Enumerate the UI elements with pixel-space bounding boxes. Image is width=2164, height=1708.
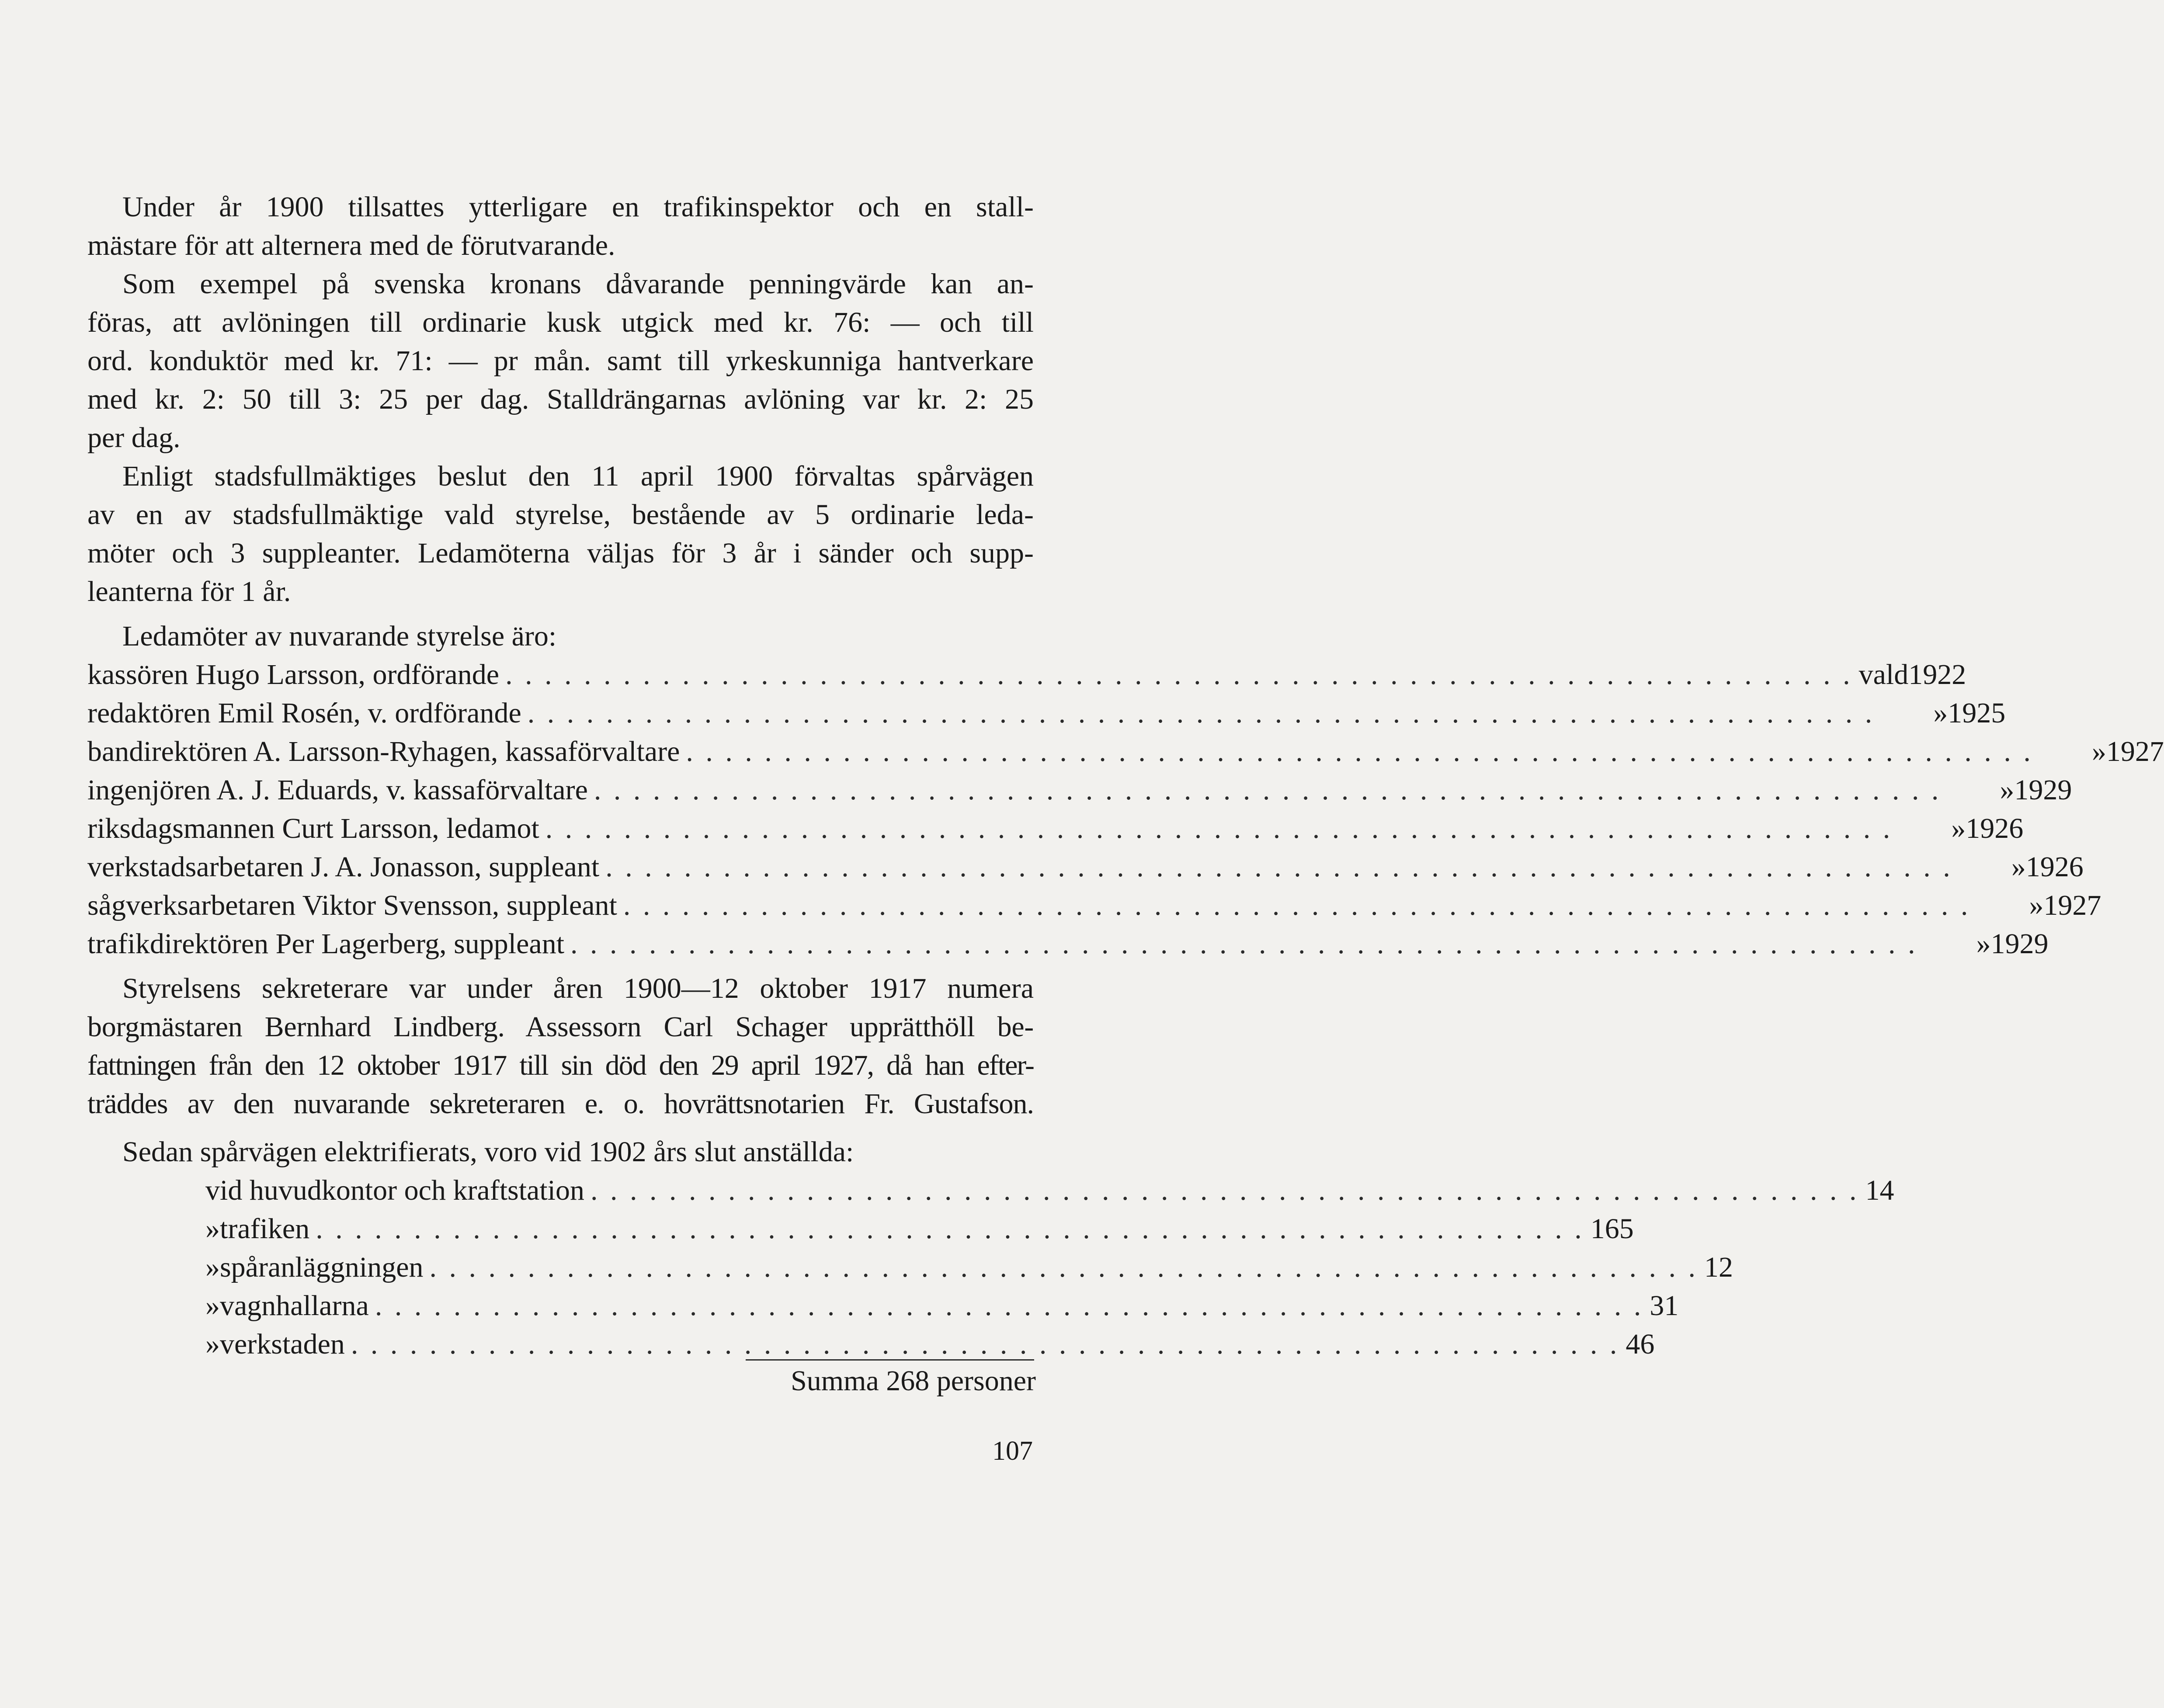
dot-leader: . . . . . . . . . . . . . . . . . . . . . . . . . . . . . . . . . . . . . . . . . . . . . . . . . . . . . . . . . . . . . . . . . (316, 1213, 1584, 1245)
dot-leader: . . . . . . . . . . . . . . . . . . . . . . . . . . . . . . . . . . . . . . . . . . . . . . . . . . . . . . . . . . . . . . . . . (375, 1290, 1644, 1322)
paragraph-line: möter och 3 suppleanter. Ledamöterna väljas för 3 år i sänder och supp- (87, 537, 1034, 569)
member-name: bandirektören A. Larsson-Ryhagen, kassaförvaltare (87, 736, 680, 767)
member-year: 1925 (1948, 697, 2006, 729)
staff-count: 31 (1650, 1290, 1679, 1322)
staff-count: 165 (1590, 1213, 1634, 1245)
member-name: ingenjören A. J. Eduards, v. kassaförvaltare (87, 774, 588, 806)
page-number: 107 (992, 1436, 1033, 1466)
paragraph-line: Styrelsens sekreterare var under åren 1900—12 oktober 1917 numera (122, 972, 1034, 1004)
member-name: redaktören Emil Rosén, v. ordförande (87, 697, 521, 729)
dot-leader: . . . . . . . . . . . . . . . . . . . . . . . . . . . . . . . . . . . . . . . . . . . . . . . . . . . . . . . . . . . . . . . . . . . . . (623, 889, 1971, 921)
paragraph-line: med kr. 2: 50 till 3: 25 per dag. Stalldrängarnas avlöning var kr. 2: 25 (87, 383, 1034, 415)
paragraph-line: Under år 1900 tillsattes ytterligare en trafikinspektor och en stall- (122, 191, 1034, 223)
total-count: 268 (886, 1365, 930, 1397)
member-year: 1929 (2014, 774, 2072, 806)
member-prefix: » (1976, 928, 1991, 960)
paragraph-line: fattningen från den 12 oktober 1917 till sin död den 29 april 1927, då han efter- (87, 1049, 1034, 1081)
member-prefix: » (2091, 736, 2106, 767)
board-member-row (87, 771, 2072, 809)
paragraph-4 (87, 969, 1034, 1123)
member-prefix: » (2000, 774, 2015, 806)
member-prefix: » (2029, 889, 2044, 921)
paragraph-line: av en av stadsfullmäktige vald styrelse, bestående av 5 ordinarie leda- (87, 499, 1034, 531)
member-year: 1927 (2043, 889, 2101, 921)
board-heading: Ledamöter av nuvarande styrelse äro: (122, 620, 557, 652)
total-unit: personer (936, 1365, 1036, 1397)
staff-row (205, 1171, 1894, 1210)
dot-leader: . . . . . . . . . . . . . . . . . . . . . . . . . . . . . . . . . . . . . . . . . . . . . . . . . . . . . . . . . . . . . . . . . . . . . (545, 812, 1893, 844)
board-member-row (87, 925, 2049, 963)
member-name: riksdagsmannen Curt Larsson, ledamot (87, 812, 539, 844)
paragraph-line: mästare för att alternera med de förutvarande. (87, 229, 615, 261)
member-prefix: » (1933, 697, 1948, 729)
member-year: 1926 (1966, 812, 2024, 844)
paragraph-1 (87, 188, 1034, 265)
dot-leader: . . . . . . . . . . . . . . . . . . . . . . . . . . . . . . . . . . . . . . . . . . . . . . . . . . . . . . . . . . . . . . . . . . . . . (527, 697, 1875, 729)
paragraph-line: per dag. (87, 422, 181, 454)
member-prefix: » (2011, 851, 2026, 883)
member-name: verkstadsarbetaren J. A. Jonasson, suppleant (87, 851, 600, 883)
board-member-row (87, 886, 2101, 925)
board-member-row (87, 732, 2164, 771)
staff-table (205, 1171, 1894, 1364)
board-list (87, 617, 2164, 963)
dot-leader: . . . . . . . . . . . . . . . . . . . . . . . . . . . . . . . . . . . . . . . . . . . . . . . . . . . . . . . . . . . . . . . . . (429, 1251, 1699, 1283)
board-member-row (87, 848, 2084, 886)
member-name: sågverksarbetaren Viktor Svensson, suppleant (87, 889, 617, 921)
member-year: 1926 (2025, 851, 2084, 883)
board-member-row (87, 656, 1966, 694)
staff-row (205, 1248, 1733, 1287)
total-label: Summa (791, 1365, 879, 1397)
paragraph-line: borgmästaren Bernhard Lindberg. Assessorn Carl Schager upprätthöll be- (87, 1011, 1034, 1043)
paragraph-line: föras, att avlöningen till ordinarie kusk utgick med kr. 76: — och till (87, 306, 1034, 338)
paragraph-3 (87, 457, 1034, 611)
staff-label: verkstaden (220, 1328, 345, 1360)
paragraph-line: träddes av den nuvarande sekreteraren e. o. hovrättsnotarien Fr. Gustafson. (87, 1088, 1034, 1120)
staff-label: spåranläggningen (220, 1251, 424, 1283)
staff-prefix: » (205, 1328, 220, 1360)
dot-leader: . . . . . . . . . . . . . . . . . . . . . . . . . . . . . . . . . . . . . . . . . . . . . . . . . . . . . . . . . . . . . . . . . (590, 1174, 1859, 1206)
dot-leader: . . . . . . . . . . . . . . . . . . . . . . . . . . . . . . . . . . . . . . . . . . . . . . . . . . . . . . . . . . . . . . . . . (351, 1328, 1620, 1360)
staff-row (205, 1325, 1655, 1364)
staff-prefix: » (205, 1290, 220, 1322)
staff-prefix: » (205, 1213, 220, 1245)
dot-leader: . . . . . . . . . . . . . . . . . . . . . . . . . . . . . . . . . . . . . . . . . . . . . . . . . . . . . . . . . . . . . . . . . . . . . (505, 659, 1853, 691)
staff-prefix: » (205, 1251, 220, 1283)
board-member-row (87, 809, 2024, 848)
paragraph-line: leanterna för 1 år. (87, 576, 291, 608)
member-year: 1922 (1908, 659, 1966, 691)
paragraph-line: Som exempel på svenska kronans dåvarande penningvärde kan an- (122, 268, 1034, 300)
dot-leader: . . . . . . . . . . . . . . . . . . . . . . . . . . . . . . . . . . . . . . . . . . . . . . . . . . . . . . . . . . . . . . . . . . . . . (594, 774, 1942, 806)
member-prefix: vald (1858, 659, 1909, 691)
staff-count: 14 (1865, 1174, 1894, 1206)
member-prefix: » (1951, 812, 1966, 844)
staff-row (205, 1287, 1679, 1325)
staff-label: vid huvudkontor och kraftstation (205, 1174, 585, 1206)
staff-list (87, 1133, 1034, 1171)
sum-rule (746, 1359, 1034, 1361)
member-name: trafikdirektören Per Lagerberg, suppleant (87, 928, 565, 960)
staff-row (205, 1210, 1634, 1248)
dot-leader: . . . . . . . . . . . . . . . . . . . . . . . . . . . . . . . . . . . . . . . . . . . . . . . . . . . . . . . . . . . . . . . . . . . . . (686, 736, 2033, 767)
paragraph-2 (87, 265, 1034, 457)
staff-label: vagnhallarna (220, 1290, 369, 1322)
member-year: 1927 (2106, 736, 2164, 767)
dot-leader: . . . . . . . . . . . . . . . . . . . . . . . . . . . . . . . . . . . . . . . . . . . . . . . . . . . . . . . . . . . . . . . . . . . . . (605, 851, 1953, 883)
member-name: kassören Hugo Larsson, ordförande (87, 659, 500, 691)
staff-heading: Sedan spårvägen elektrifierats, voro vid 1902 års slut anställda: (122, 1136, 854, 1168)
board-member-row (87, 694, 2006, 732)
staff-label: trafiken (220, 1213, 310, 1245)
dot-leader: . . . . . . . . . . . . . . . . . . . . . . . . . . . . . . . . . . . . . . . . . . . . . . . . . . . . . . . . . . . . . . . . . . . . . (570, 928, 1918, 960)
staff-total (756, 1362, 1036, 1400)
staff-count: 12 (1704, 1251, 1733, 1283)
paragraph-line: ord. konduktör med kr. 71: — pr mån. samt till yrkeskunniga hantverkare (87, 345, 1034, 377)
staff-count: 46 (1626, 1328, 1655, 1360)
paragraph-line: Enligt stadsfullmäktiges beslut den 11 april 1900 förvaltas spårvägen (122, 460, 1034, 492)
member-year: 1929 (1990, 928, 2049, 960)
